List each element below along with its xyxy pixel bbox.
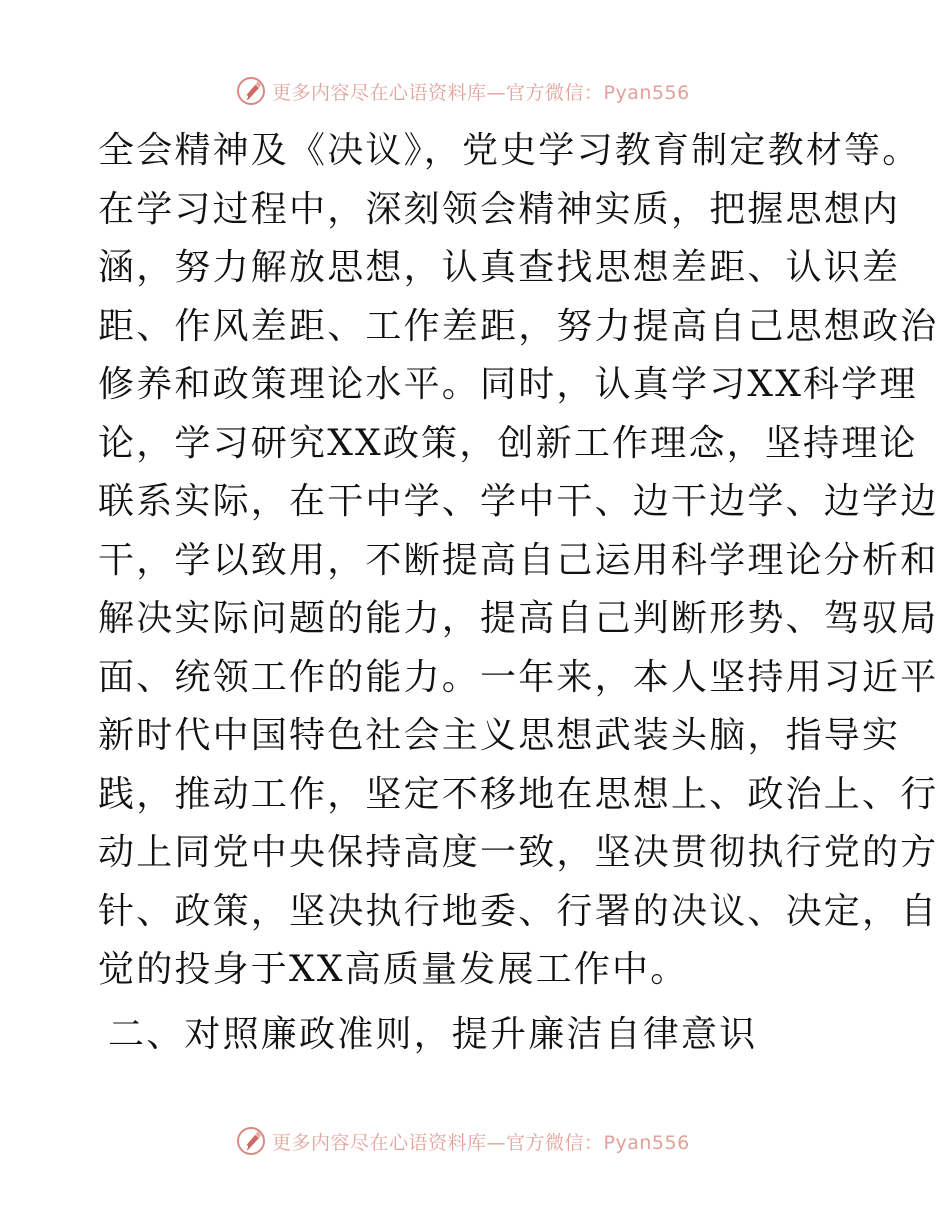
body-line: 干，学以致用，不断提高自己运用科学理论分析和 (98, 539, 939, 581)
body-line: 新时代中国特色社会主义思想武装头脑，指导实 (98, 715, 901, 756)
body-line: 觉的投身于XX高质量发展工作中。 (98, 949, 689, 990)
body-text (98, 122, 939, 1000)
body-line: 践，推动工作，坚定不移地在思想上、政治上、行 (98, 773, 939, 815)
body-line: 修养和政策理论水平。同时，认真学习XX科学理 (98, 364, 918, 405)
body-line: 面、统领工作的能力。一年来，本人坚持用习近平 (98, 656, 939, 698)
body-line: 在学习过程中，深刻领会精神实质，把握思想内 (98, 188, 901, 230)
body-line: 解决实际问题的能力，提高自己判断形势、驾驭局 (98, 598, 939, 639)
section-heading: 二、对照廉政准则，提升廉洁自律意识 (108, 1014, 758, 1055)
watermark-banner-bottom (236, 1124, 690, 1158)
body-line: 全会精神及《决议》，党史学习教育制定教材等。 (98, 130, 921, 171)
body-line: 距、作风差距、工作差距，努力提高自己思想政治 (98, 305, 939, 347)
pen-nib-logo-icon (236, 1126, 266, 1156)
body-line: 动上同党中央保持高度一致，坚决贯彻执行党的方 (98, 832, 939, 873)
watermark-text: 更多内容尽在心语资料库—官方微信：Pyan556 (272, 81, 690, 104)
body-line: 联系实际，在干中学、学中干、边干边学、边学边 (98, 481, 939, 522)
body-line: 针、政策，坚决执行地委、行署的决议、决定，自 (98, 890, 939, 932)
body-line: 论，学习研究XX政策，创新工作理念，坚持理论 (98, 422, 918, 464)
body-line: 涵，努力解放思想，认真查找思想差距、认识差 (98, 247, 901, 288)
watermark-banner-top (236, 74, 690, 108)
pen-nib-logo-icon (236, 76, 266, 106)
watermark-text: 更多内容尽在心语资料库—官方微信：Pyan556 (272, 1131, 690, 1154)
